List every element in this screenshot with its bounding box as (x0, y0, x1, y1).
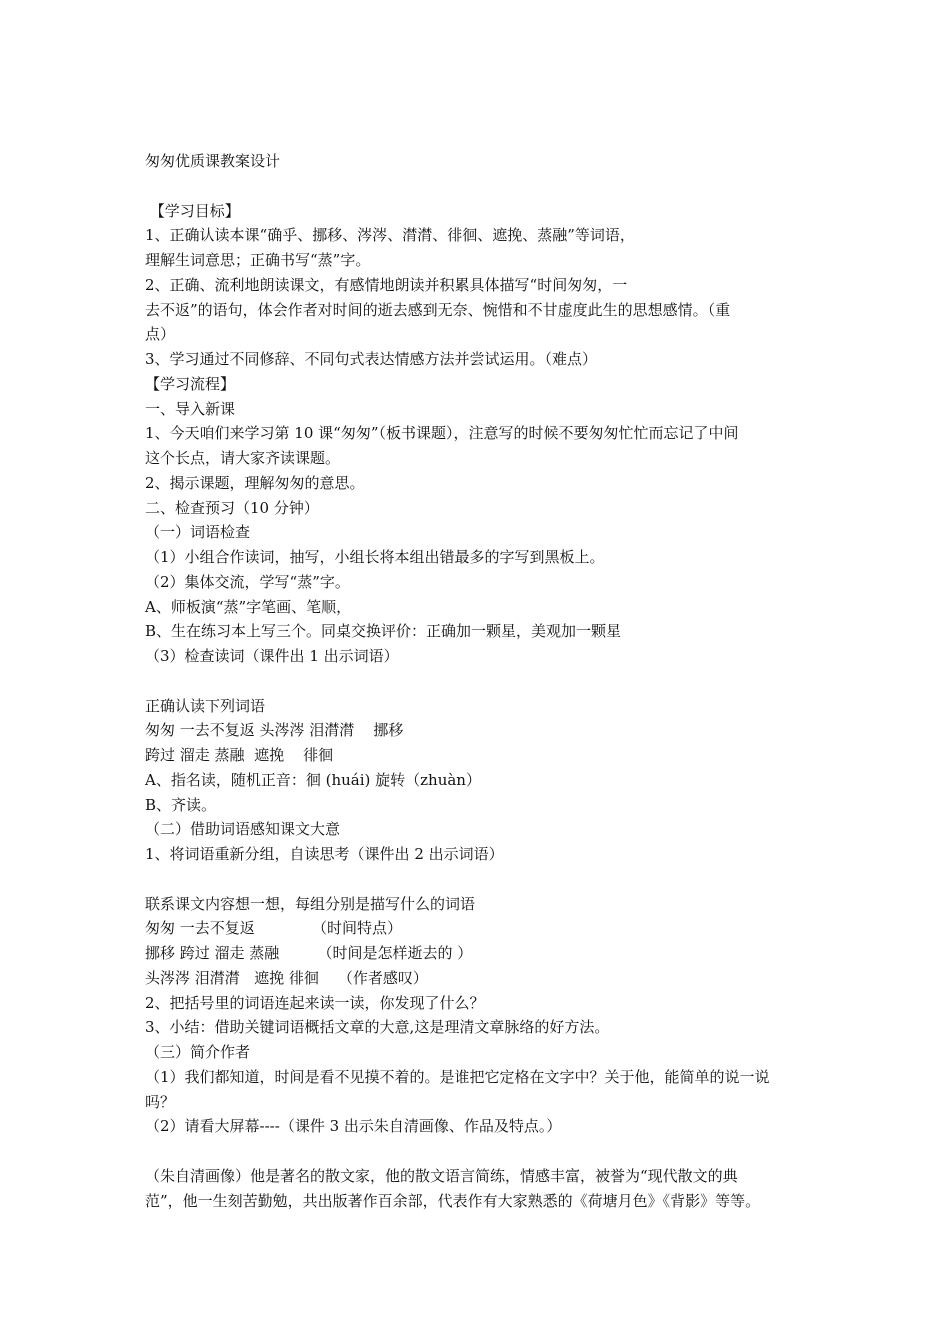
text-line: 二、检查预习（10 分钟） (145, 498, 319, 517)
text-line: 2、正确、流利地朗读课文，有感情地朗读并积累具体描写“时间匆匆，一 (145, 275, 628, 294)
text-line: 联系课文内容想一想，每组分别是描写什么的词语 (145, 894, 476, 913)
text-line: 挪移 跨过 溜走 蒸融 （时间是怎样逝去的 ） (145, 944, 473, 962)
text-line: 跨过 溜走 蒸融 遮挽 徘徊 (145, 746, 334, 764)
text-line: 3、小结：借助关键词语概括文章的大意,这是理清文章脉络的好方法。 (145, 1018, 610, 1037)
text-line: （二）借助词语感知课文大意 (145, 820, 341, 839)
document-body (145, 199, 815, 1214)
text-line: （三）简介作者 (145, 1043, 251, 1061)
text-line: 一、导入新课 (145, 399, 236, 418)
text-line: 【学习流程】 (145, 374, 236, 393)
blank-line (145, 867, 815, 892)
text-line: B、齐读。 (145, 795, 217, 814)
text-line: 匆匆 一去不复返 头涔涔 泪潸潸 挪移 (145, 721, 404, 740)
text-line: A、师板演“蒸”字笔画、笔顺， (145, 597, 352, 616)
text-line: （朱自清画像）他是著名的散文家，他的散文语言简练，情感丰富，被誉为“现代散文的典 (145, 1166, 738, 1185)
text-line: 【学习目标】 (145, 201, 240, 220)
text-line: 3、学习通过不同修辞、不同句式表达情感方法并尝试运用。（难点） (145, 350, 598, 368)
text-line: 正确认读下列词语 (145, 696, 266, 715)
text-line: 2、把括号里的词语连起来读一读，你发现了什么？ (145, 993, 485, 1012)
text-line: 1、正确认读本课“确乎、挪移、涔涔、潸潸、徘徊、遮挽、蒸融”等词语， (145, 226, 635, 245)
text-line: 2、揭示课题，理解匆匆的意思。 (145, 473, 365, 492)
text-line: （一）词语检查 (145, 523, 251, 542)
blank-line (145, 669, 815, 694)
text-line: 匆匆 一去不复返 （时间特点） (145, 919, 402, 938)
text-line: 这个长点，请大家齐读课题。 (145, 449, 341, 467)
blank-line (145, 1139, 815, 1164)
document-page (145, 149, 815, 1213)
text-line: （2）集体交流，学写“蒸”字。 (145, 572, 350, 591)
text-line: （1）我们都知道，时间是看不见摸不着的。是谁把它定格在文字中？关于他，能简单的说一说 (145, 1067, 770, 1086)
text-line: 1、将词语重新分组，自读思考（课件出 2 出示词语） (145, 845, 504, 863)
text-line: A、指名读，随机正音：徊 (huái) 旋转（zhuàn） (145, 770, 481, 789)
text-line: 理解生词意思；正确书写“蒸”字。 (145, 251, 371, 269)
text-line: B、生在练习本上写三个。同桌交换评价：正确加一颗星，美观加一颗星 (145, 622, 622, 641)
text-line: 点） (145, 325, 176, 344)
text-line: 吗？ (145, 1092, 176, 1111)
text-line: 范”，他一生刻苦勤勉，共出版著作百余部，代表作有大家熟悉的《荷塘月色》《背影》等等。 (145, 1191, 761, 1210)
text-line: 1、今天咱们来学习第 10 课“匆匆”（板书课题），注意写的时候不要匆匆忙忙而忘记了中间 (145, 424, 739, 443)
document-title: 匆匆优质课教案设计 (145, 152, 281, 170)
text-line: 去不返”的语句，体会作者对时间的逝去感到无奈、惋惜和不甘虚度此生的思想感情。（重 (145, 300, 731, 319)
text-line: （2）请看大屏幕----（课件 3 出示朱自清画像、作品及特点。） (145, 1117, 562, 1136)
text-line: 头涔涔 泪潸潸 遮挽 徘徊 （作者感叹） (145, 968, 428, 987)
text-line: （1）小组合作读词，抽写，小组长将本组出错最多的字写到黑板上。 (145, 548, 605, 566)
text-line: （3）检查读词（课件出 1 出示词语） (145, 647, 399, 665)
